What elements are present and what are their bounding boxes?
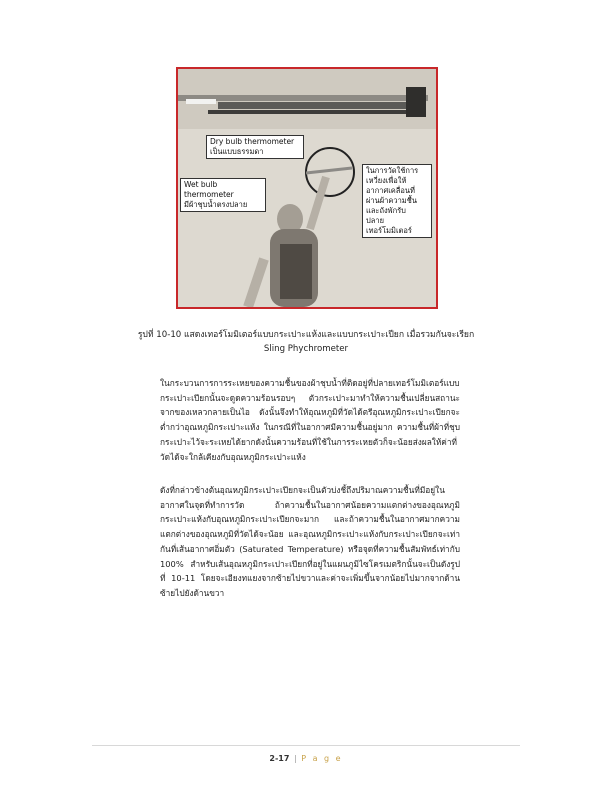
footer-divider	[92, 745, 520, 746]
measurement-note	[362, 164, 432, 238]
sling-psychrometer-photo	[176, 67, 438, 309]
note-line: เทอร์โมมิเตอร์	[366, 226, 412, 235]
note-line: ปลาย	[366, 216, 384, 225]
note-line: อากาศเคลื่อนที่	[366, 186, 415, 195]
dry-bulb-title: Dry bulb thermometer	[210, 137, 295, 146]
note-line: ในการวัดใช้การ	[366, 166, 419, 175]
caption-line-1: รูปที่ 10-10 แสดงเทอร์โมมิเตอร์แบบกระเปาะแห้งและแบบกระเปาะเปียก เมื่อรวมกันจะเรียก	[137, 330, 475, 340]
paragraph: ในกระบวนการการระเหยของความชื้นของผ้าชุบน้ำที่ติดอยู่ที่ปลายเทอร์โมมิเตอร์แบบกระเปาะเปียกนั้นจะดูดความร้อนรอบๆ ตัวกระเปาะมาทำให้ความชื้นเปลี่ยนสถานะจากของเหลวกลายเป็นไอ ดังนั้นจึงทำให้อุณหภูมิที่วัดได้ตรีอุณหภูมิกระเปาะเปียกจะต่ำกว่าอุณหภูมิกระเปาะแห้ง ในกรณีที่ในอากาศมีความชื้นอยู่มาก ความชื้นที่ผ้าที่ชุบกระเปาะไว้จะระเหยได้ยากดังนั้นความร้อนที่ใช้ในการระเหยตัวก็จะน้อยส่งผลให้ค่าที่วัดได้จะใกล้เคียงกับอุณหภูมิกระเปาะแห้ง	[160, 378, 460, 462]
page-word: P a g e	[301, 754, 343, 763]
caption-line-2: Sling Phychrometer	[263, 344, 349, 354]
dry-bulb-description: เป็นแบบธรรมดา	[210, 147, 264, 156]
note-line: เหวี่ยงเพื่อให้	[366, 176, 407, 185]
page-number: 2-17	[269, 754, 290, 763]
note-line: และถังพักรับ	[366, 206, 406, 215]
wet-bulb-title: Wet bulb thermometer	[184, 180, 234, 199]
footer-separator: |	[293, 754, 297, 763]
wet-bulb-label	[180, 178, 266, 212]
page-footer	[0, 754, 612, 763]
figure-caption	[130, 328, 482, 356]
paragraph: ดังที่กล่าวข้างต้นอุณหภูมิกระเปาะเปียกจะเป็นตัวบ่งชี้ถึงปริมาณความชื้นที่มีอยู่ในอากาศในจุดที่ทำการวัด ถ้าความชื้นในอากาศน้อยความแตกต่างของอุณหภูมิกระเปาะแห้งกับอุณหภูมิกระเปาะเปียกจะมาก และถ้าความชื้นในอากาศมากความแตกต่างของอุณหภูมิที่วัดได้จะน้อย และอุณหภูมิกระเปาะแห้งกับกระเปาะเปียกจะเท่ากันที่เส้นอากาศอิ่มตัว (Saturated Temperature) หรือจุดที่ความชื้นสัมพัทธ์เท่ากับ 100% สำหรับเส้นอุณหภูมิกระเปาะเปียกที่อยู่ในแผนภูมิไซโครเมตริกนั้นจะเป็นดังรูปที่ 10-11 โดยจะเอียงทแยงจากซ้ายไปขวาและค่าจะเพิ่มขึ้นจากน้อยไปมากจากด้านซ้ายไปยังด้านขวา	[160, 485, 460, 598]
wet-bulb-description: มีผ้าชุบน้ำตรงปลาย	[184, 200, 248, 209]
note-line: ผ่านผ้าความชื้น	[366, 196, 417, 205]
dry-bulb-label	[206, 135, 304, 159]
